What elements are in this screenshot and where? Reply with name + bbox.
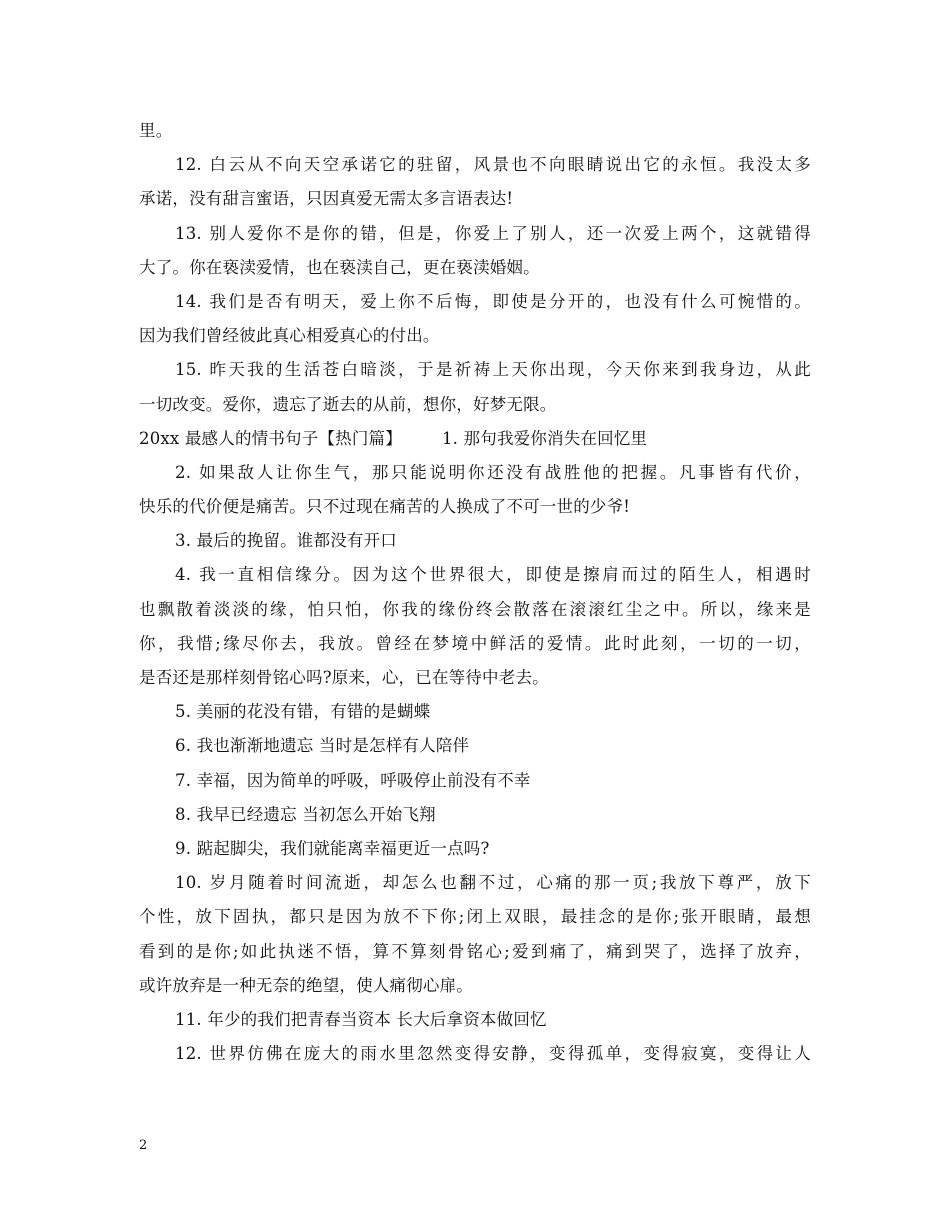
paragraph-8-line-1: 8. 我早已经遗忘 当初怎么开始飞翔: [175, 804, 436, 824]
paragraph-5-line-1: 5. 美丽的花没有错，有错的是蝴蝶: [175, 702, 431, 722]
paragraph-14-line-2: 因为我们曾经彼此真心相爱真心的付出。: [139, 326, 440, 346]
paragraph-4-line-2: 也飘散着淡淡的缘，怕只怕，你我的缘份终会散落在滚滚红尘之中。所以，缘来是: [139, 599, 811, 619]
paragraph-10-line-4: 或许放弃是一种无奈的绝望，使人痛彻心扉。: [139, 975, 473, 995]
paragraph-15-line-2: 一切改变。爱你，遗忘了逝去的从前，想你，好梦无限。: [139, 394, 557, 414]
paragraph-15-line-1: 15. 昨天我的生活苍白暗淡，于是祈祷上天你出现，今天你来到我身边，从此: [175, 360, 811, 380]
section-heading-line: [139, 422, 811, 456]
page-number: 2: [139, 1138, 148, 1153]
paragraph-7-line-1: 7. 幸福，因为简单的呼吸，呼吸停止前没有不幸: [175, 770, 531, 790]
document-body: [139, 114, 811, 1071]
section-heading: 20xx 最感人的情书句子【热门篇】: [139, 428, 402, 448]
paragraph-14-line-1: 14. 我们是否有明天，爱上你不后悔，即使是分开的，也没有什么可惋惜的。: [175, 291, 811, 311]
paragraph-3-line-1: 3. 最后的挽留。谁都没有开口: [175, 531, 397, 551]
paragraph-4-line-4: 是否还是那样刻骨铭心吗?原来，心，已在等待中老去。: [139, 668, 549, 687]
paragraph-4-line-1: 4. 我一直相信缘分。因为这个世界很大，即使是擦肩而过的陌生人，相遇时: [175, 565, 811, 585]
paragraph-2-line-2: 快乐的代价便是痛苦。只不过现在痛苦的人换成了不可一世的少爷!: [139, 497, 631, 517]
paragraph-12-line-2: 承诺，没有甜言蜜语，只因真爱无需太多言语表达!: [139, 189, 514, 209]
paragraph-13-line-2: 大了。你在亵渎爱情，也在亵渎自己，更在亵渎婚姻。: [139, 257, 540, 277]
paragraph-12-line-1: 12. 白云从不向天空承诺它的驻留，风景也不向眼睛说出它的永恒。我没太多: [175, 155, 811, 175]
paragraph-13-line-1: 13. 别人爱你不是你的错，但是，你爱上了别人，还一次爱上两个，这就错得: [175, 223, 811, 243]
text-line: 里。: [139, 121, 173, 140]
paragraph-4-line-3: 你，我惜;缘尽你去，我放。曾经在梦境中鲜活的爱情。此时此刻，一切的一切，: [139, 633, 811, 653]
paragraph-6-line-1: 6. 我也渐渐地遗忘 当时是怎样有人陪伴: [175, 736, 470, 756]
paragraph-9-line-1: 9. 踮起脚尖，我们就能离幸福更近一点吗?: [175, 838, 490, 858]
paragraph-11-line-1: 11. 年少的我们把青春当资本 长大后拿资本做回忆: [175, 1009, 547, 1029]
paragraph-10-line-3: 看到的是你;如此执迷不悟，算不算刻骨铭心;爱到痛了，痛到哭了，选择了放弃，: [139, 941, 811, 961]
paragraph-2-line-1: 2. 如果敌人让你生气，那只能说明你还没有战胜他的把握。凡事皆有代价，: [175, 462, 811, 482]
item-1-text: 1. 那句我爱你消失在回忆里: [441, 428, 648, 448]
paragraph-10-line-1: 10. 岁月随着时间流逝，却怎么也翻不过，心痛的那一页;我放下尊严，放下: [175, 873, 811, 893]
paragraph-10-line-2: 个性，放下固执，都只是因为放不下你;闭上双眼，最挂念的是你;张开眼睛，最想: [139, 907, 811, 927]
paragraph-12b-line-1: 12. 世界仿佛在庞大的雨水里忽然变得安静，变得孤单，变得寂寞，变得让人: [175, 1044, 811, 1064]
